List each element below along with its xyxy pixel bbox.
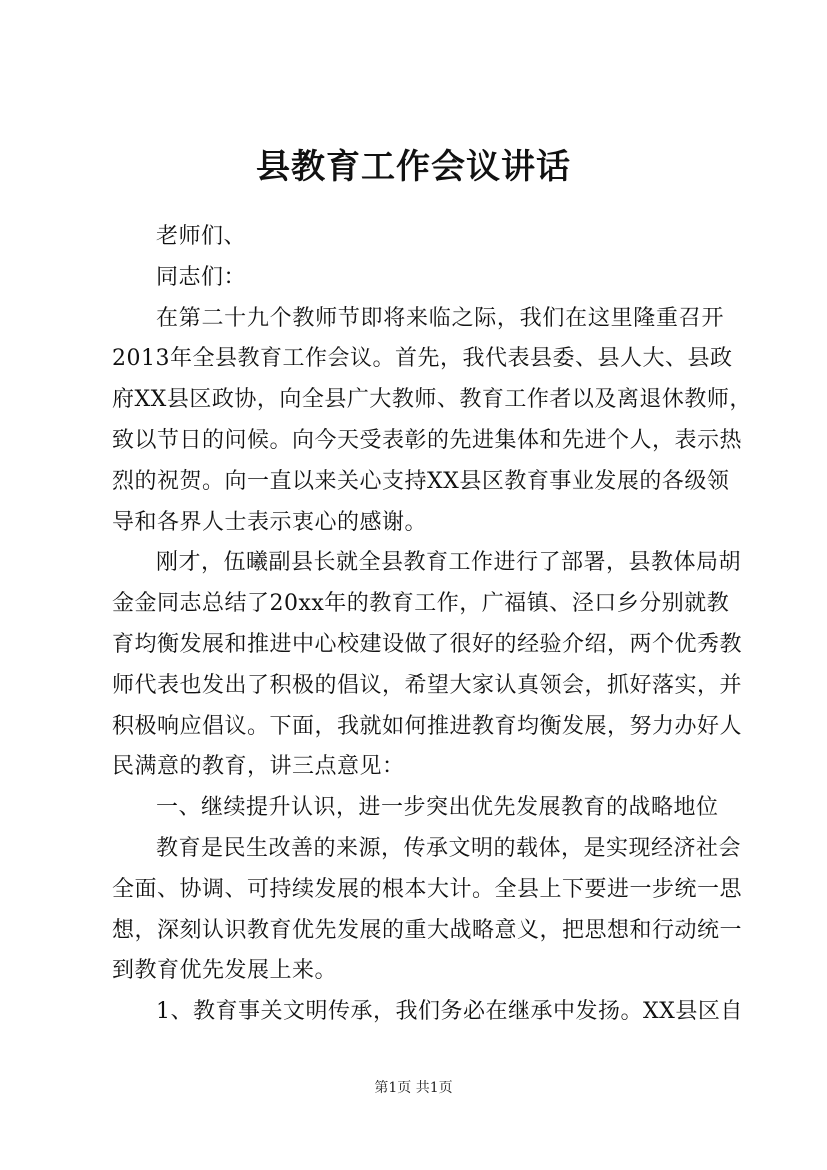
- paragraph-line: 全面、协调、可持续发展的根本大计。全县上下要进一步统一思: [112, 876, 743, 902]
- paragraph-line: 刚才，伍曦副县长就全县教育工作进行了部署，县教体局胡: [156, 550, 742, 576]
- page-number-footer: 第1页 共1页: [374, 1080, 453, 1096]
- document-title: 县教育工作会议讲话: [256, 147, 571, 187]
- section-heading: 一、继续提升认识，进一步突出优先发展教育的战略地位: [156, 795, 719, 821]
- paragraph-line: 教育是民生改善的来源，传承文明的载体，是实现经济社会: [156, 835, 742, 861]
- paragraph-line: 导和各界人士表示衷心的感谢。: [112, 509, 428, 535]
- paragraph-line: 2013年全县教育工作会议。首先，我代表县委、县人大、县政: [112, 346, 733, 372]
- paragraph-line: 师代表也发出了积极的倡议，希望大家认真领会，抓好落实，并: [112, 672, 743, 698]
- paragraph-line: 想，深刻认识教育优先发展的重大战略意义，把思想和行动统一: [112, 917, 743, 943]
- paragraph-line: 府XX县区政协，向全县广大教师、教育工作者以及离退休教师，: [112, 387, 752, 413]
- paragraph-line: 积极响应倡议。下面，我就如何推进教育均衡发展，努力办好人: [112, 713, 743, 739]
- paragraph-line: 致以节日的问候。向今天受表彰的先进集体和先进个人，表示热: [112, 427, 743, 453]
- paragraph-line: 烈的祝贺。向一直以来关心支持XX县区教育事业发展的各级领: [112, 468, 730, 494]
- paragraph-line: 育均衡发展和推进中心校建设做了很好的经验介绍，两个优秀教: [112, 631, 743, 657]
- salutation-line: 老师们、: [156, 224, 247, 249]
- paragraph-line: 金金同志总结了20xx年的教育工作，广福镇、泾口乡分别就教: [112, 591, 730, 617]
- paragraph-line: 1、教育事关文明传承，我们务必在继承中发扬。XX县区自: [156, 999, 743, 1025]
- paragraph-line: 到教育优先发展上来。: [112, 958, 338, 984]
- document-body: [112, 217, 752, 1033]
- paragraph-line: 在第二十九个教师节即将来临之际，我们在这里隆重召开: [156, 305, 724, 331]
- salutation-line: 同志们：: [156, 264, 247, 290]
- paragraph-line: 民满意的教育，讲三点意见：: [112, 754, 405, 780]
